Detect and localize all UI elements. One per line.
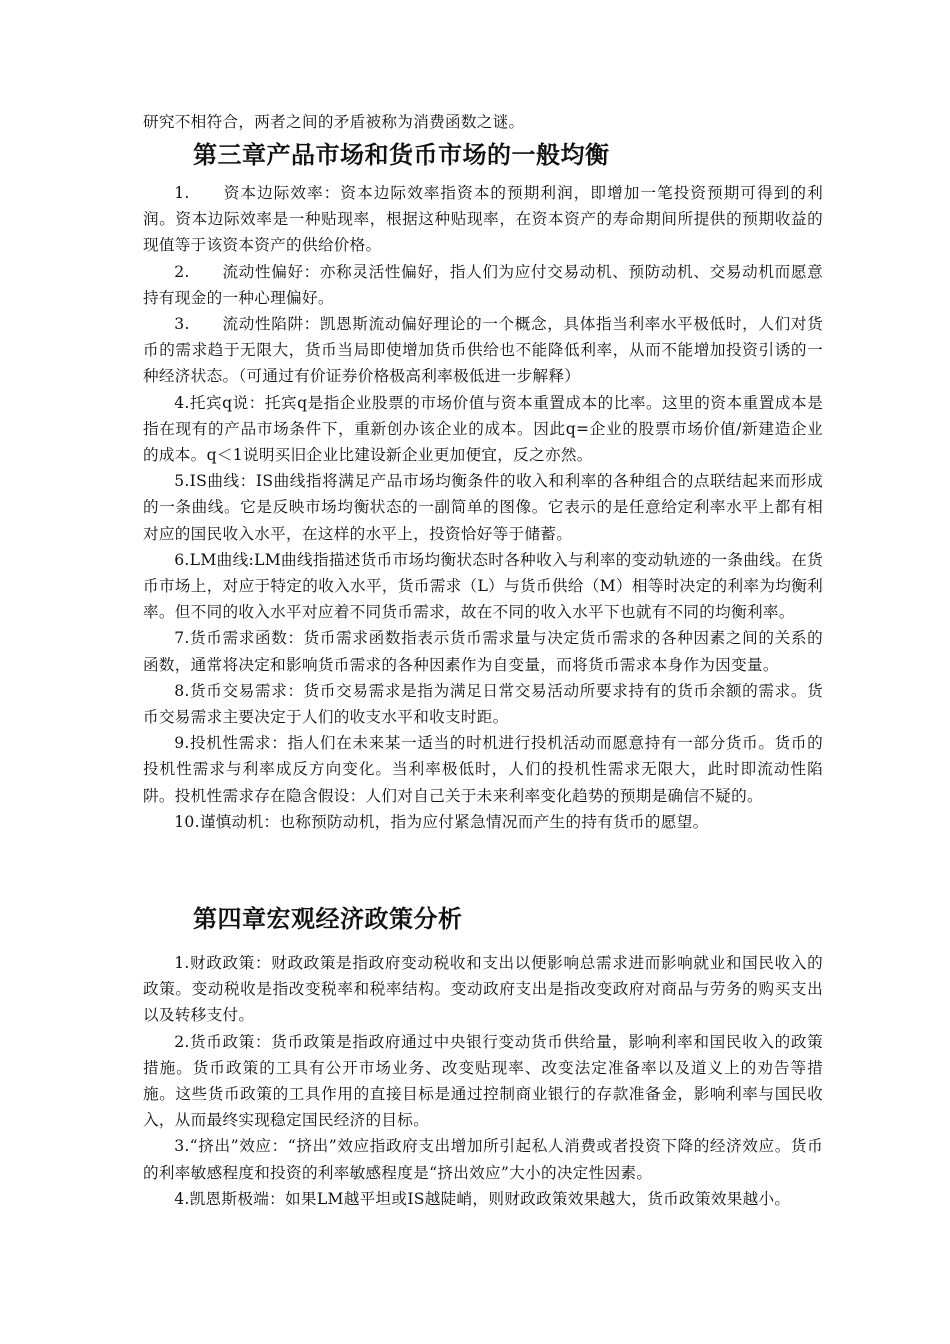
chapter3-item: 10.谨慎动机：也称预防动机，指为应付紧急情况而产生的持有货币的愿望。	[174, 812, 709, 831]
intro-paragraph: 研究不相符合，两者之间的矛盾被称为消费函数之谜。	[143, 113, 525, 131]
chapter4-item: 3.“挤出”效应：“挤出”效应指政府支出增加所引起私人消费或者投资下降的经济效应。货币的利率敏感程度和投资的利率敏感程度是“挤出效应”大小的决定性因素。	[143, 1137, 823, 1182]
chapter3-body	[143, 180, 823, 835]
chapter4-item: 4.凯恩斯极端：如果LM越平坦或IS越陡峭，则财政政策效果越大，货币政策效果越小。	[174, 1189, 791, 1208]
chapter4-heading-block	[143, 902, 823, 936]
chapter3-title: 第三章产品市场和货币市场的一般均衡	[193, 140, 610, 169]
chapter3-item: 4.托宾q说：托宾q是指企业股票的市场价值与资本重置成本的比率。这里的资本重置成本是指在现有的产品市场条件下，重新创办该企业的成本。因此q=企业的股票市场价值/新建造企业的成本。q＜1说明买旧企业比建设新企业更加便宜，反之亦然。	[143, 393, 823, 465]
chapter3-item: 5.IS曲线：IS曲线指将满足产品市场均衡条件的收入和利率的各种组合的点联结起来而形成的一条曲线。它是反映市场均衡状态的一副简单的图像。它表示的是任意给定利率水平上都有相对应的国民收入水平，在这样的水平上，投资恰好等于储蓄。	[143, 472, 823, 543]
chapter4-item: 1.财政政策：财政政策是指政府变动税收和支出以便影响总需求进而影响就业和国民收入的政策。变动税收是指改变税率和税率结构。变动政府支出是指改变政府对商品与劳务的购买支出以及转移支付。	[143, 954, 823, 1025]
chapter4-item: 2.货币政策：货币政策是指政府通过中央银行变动货币供给量，影响利率和国民收入的政策措施。货币政策的工具有公开市场业务、改变贴现率、改变法定准备率以及道义上的劝告等措施。这些货币政策的工具作用的直接目标是通过控制商业银行的存款准备金，影响利率与国民收入，从而最终实现稳定国民经济的目标。	[143, 1032, 823, 1130]
chapter3-heading-block	[143, 138, 823, 172]
chapter4-body	[143, 950, 823, 1212]
chapter3-item: 2. 流动性偏好：亦称灵活性偏好，指人们为应付交易动机、预防动机、交易动机而愿意持有现金的一种心理偏好。	[143, 262, 823, 307]
intro-text-block	[143, 109, 823, 135]
chapter3-item: 6.LM曲线:LM曲线指描述货币市场均衡状态时各种收入与利率的变动轨迹的一条曲线。在货币市场上，对应于特定的收入水平，货币需求（L）与货币供给（M）相等时决定的利率为均衡利率。但不同的收入水平对应着不同货币需求，故在不同的收入水平下也就有不同的均衡利率。	[143, 550, 823, 622]
chapter3-item: 7.货币需求函数：货币需求函数指表示货币需求量与决定货币需求的各种因素之间的关系的函数，通常将决定和影响货币需求的各种因素作为自变量，而将货币需求本身作为因变量。	[143, 629, 823, 674]
chapter3-item: 3. 流动性陷阱：凯恩斯流动偏好理论的一个概念，具体指当利率水平极低时，人们对货币的需求趋于无限大，货币当局即使增加货币供给也不能降低利率，从而不能增加投资引诱的一种经济状态。（可通过有价证券价格极高利率极低进一步解释）	[143, 315, 823, 386]
chapter3-item: 8.货币交易需求：货币交易需求是指为满足日常交易活动所要求持有的货币余额的需求。货币交易需求主要决定于人们的收支水平和收支时距。	[143, 681, 823, 727]
chapter3-item: 9.投机性需求：指人们在未来某一适当的时机进行投机活动而愿意持有一部分货币。货币的投机性需求与利率成反方向变化。当利率极低时，人们的投机性需求无限大，此时即流动性陷阱。投机性需求存在隐含假设：人们对自己关于未来利率变化趋势的预期是确信不疑的。	[143, 734, 823, 805]
chapter3-item: 1. 资本边际效率：资本边际效率指资本的预期利润，即增加一笔投资预期可得到的利润。资本边际效率是一种贴现率，根据这种贴现率，在资本资产的寿命期间所提供的预期收益的现值等于该资本资产的供给价格。	[143, 184, 823, 255]
chapter4-title: 第四章宏观经济政策分析	[193, 904, 463, 933]
